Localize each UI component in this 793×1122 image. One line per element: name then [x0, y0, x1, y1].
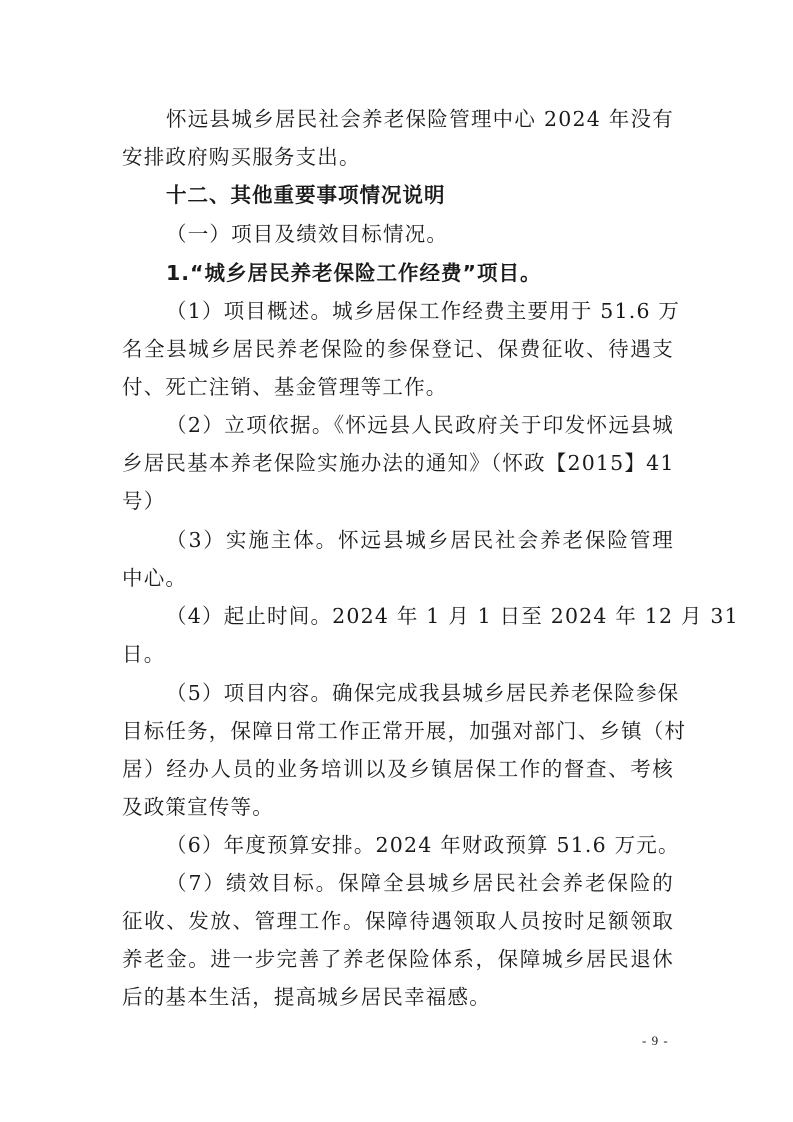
paragraph-line: 中心。 — [122, 566, 188, 590]
paragraph-line: 乡居民基本养老保险实施办法的通知》（怀政【2015】41 — [122, 451, 675, 475]
paragraph-line: 居）经办人员的业务培训以及乡镇居保工作的督查、考核 — [122, 757, 674, 781]
paragraph-line: 怀远县城乡居民社会养老保险管理中心 2024 年没有 — [166, 107, 674, 131]
paragraph-line: （2）立项依据。《怀远县人民政府关于印发怀远县城 — [166, 413, 674, 437]
paragraph-line: 后的基本生活，提高城乡居民幸福感。 — [122, 985, 491, 1009]
paragraph-line: 安排政府购买服务支出。 — [122, 145, 361, 169]
page-number: - 9 - — [642, 1033, 669, 1048]
paragraph-line: 号） — [122, 489, 166, 513]
paragraph-line: 付、死亡注销、基金管理等工作。 — [122, 375, 448, 399]
paragraph-line: 及政策宣传等。 — [122, 795, 274, 819]
paragraph-line: （6）年度预算安排。2024 年财政预算 51.6 万元。 — [166, 833, 680, 857]
paragraph-line: 日。 — [122, 642, 166, 666]
paragraph-line: 目标任务，保障日常工作正常开展，加强对部门、乡镇（村 — [122, 719, 687, 743]
paragraph-line: （1）项目概述。城乡居保工作经费主要用于 51.6 万 — [166, 299, 681, 323]
paragraph-line: 养老金。进一步完善了养老保险体系，保障城乡居民退休 — [122, 947, 674, 971]
paragraph-line: （5）项目内容。确保完成我县城乡居民养老保险参保 — [166, 681, 680, 705]
section-heading: 十二、其他重要事项情况说明 — [166, 183, 446, 207]
paragraph-line: 名全县城乡居民养老保险的参保登记、保费征收、待遇支 — [122, 337, 674, 361]
paragraph-line: （7）绩效目标。保障全县城乡居民社会养老保险的 — [166, 871, 674, 895]
paragraph-line: （3）实施主体。怀远县城乡居民社会养老保险管理 — [166, 528, 674, 552]
project-title: 1.“城乡居民养老保险工作经费”项目。 — [166, 261, 542, 285]
paragraph-line: 征收、发放、管理工作。保障待遇领取人员按时足额领取 — [122, 909, 674, 933]
subsection-heading: （一）项目及绩效目标情况。 — [166, 222, 449, 246]
paragraph-line: （4）起止时间。2024 年 1 月 1 日至 2024 年 12 月 31 — [166, 604, 739, 628]
